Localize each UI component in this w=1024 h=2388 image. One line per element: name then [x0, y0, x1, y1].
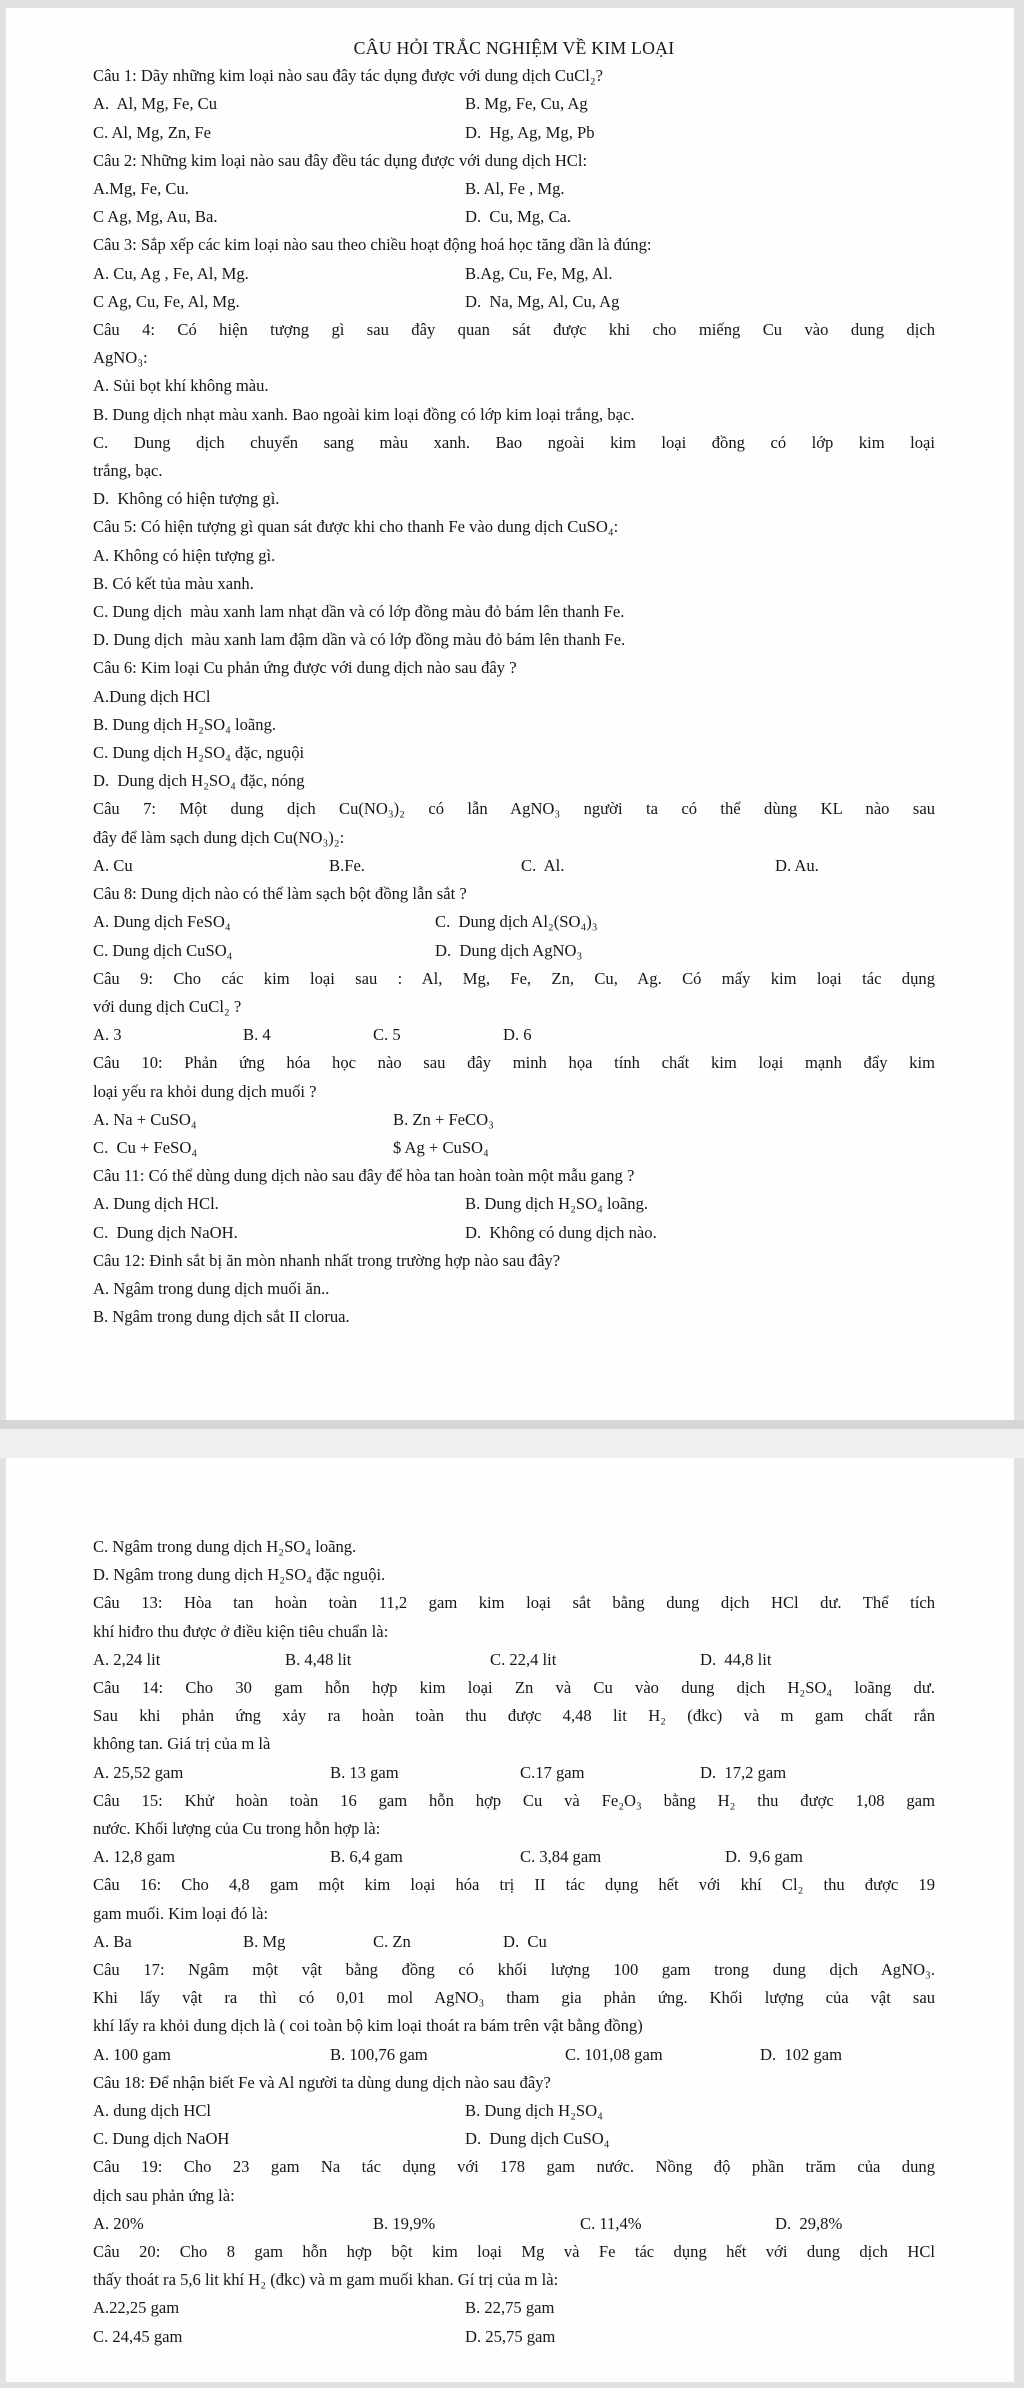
option-a: A. Dung dịch HCl. [93, 1194, 219, 1214]
option-row [93, 570, 935, 598]
option-row [93, 119, 935, 147]
option-row [93, 203, 935, 231]
option-c: C. 24,45 gam [93, 2326, 183, 2346]
question-q8 [93, 880, 935, 965]
option-b: B.Ag, Cu, Fe, Mg, Al. [465, 263, 613, 283]
question-stem-line: Câu 14: Cho 30 gam hỗn hợp kim loại Zn và Cu vào dung dịch H₂SO₄ loãng dư. [93, 1678, 935, 1698]
option-d: D. Ngâm trong dung dịch H₂SO₄ đặc nguội. [93, 1565, 386, 1585]
question-q15 [93, 1787, 935, 1872]
option-b: B. Dung dịch H₂SO₄ loãng. [93, 714, 277, 734]
option-row [93, 852, 935, 880]
option-d: D. 44,8 lit [700, 1649, 772, 1669]
option-c: C. 5 [373, 1025, 401, 1045]
question-stem-line: Câu 8: Dung dịch nào có thể làm sạch bột đồng lẫn sắt ? [93, 884, 467, 904]
question-stem-line: khí hiđro thu được ở điều kiện tiêu chuẩn là: [93, 1621, 389, 1641]
option-row [93, 711, 935, 739]
question-q6 [93, 654, 935, 795]
question-stem-line: Câu 6: Kim loại Cu phản ứng được với dung dịch nào sau đây ? [93, 658, 517, 678]
option-c: C. Zn [373, 1931, 411, 1951]
option-d: D. 6 [503, 1025, 532, 1045]
page-break-band [0, 1420, 1024, 1458]
option-a: A.Dung dịch HCl [93, 686, 211, 706]
question-q18 [93, 2069, 935, 2154]
option-d: D. 29,8% [775, 2213, 843, 2233]
option-a: A. 100 gam [93, 2044, 171, 2064]
option-row [93, 1303, 935, 1331]
option-row [93, 1759, 935, 1787]
question-stem-line: Câu 4: Có hiện tượng gì sau đây quan sát được khi cho miếng Cu vào dung dịch [93, 320, 935, 340]
question-stem-line: Câu 15: Khử hoàn toàn 16 gam hỗn hợp Cu và Fe₂O₃ bằng H₂ thu được 1,08 gam [93, 1790, 935, 1810]
option-a: A. Không có hiện tượng gì. [93, 545, 276, 565]
option-cell: trắng, bạc. [93, 461, 163, 481]
question-stem-line: Câu 5: Có hiện tượng gì quan sát được khi cho thanh Fe vào dung dịch CuSO₄: [93, 517, 619, 537]
question-stem-line: Câu 16: Cho 4,8 gam một kim loại hóa trị II tác dụng hết với khí Cl₂ thu được 19 [93, 1875, 935, 1895]
page-1-questions [93, 62, 935, 1331]
option-a: A.Mg, Fe, Cu. [93, 179, 189, 199]
question-q19 [93, 2153, 935, 2238]
option-c: C Ag, Cu, Fe, Al, Mg. [93, 291, 240, 311]
option-a: A. Dung dịch FeSO₄ [93, 912, 231, 932]
page-2-questions [93, 1533, 935, 2351]
option-b: B. Mg [243, 1931, 286, 1951]
option-row [93, 429, 935, 457]
option-a: A.22,25 gam [93, 2298, 180, 2318]
option-d: D. Không có hiện tượng gì. [93, 489, 280, 509]
option-c: C. Dung dịch NaOH. [93, 1222, 238, 1242]
question-stem-line: đây để làm sạch dung dịch Cu(NO₃)₂: [93, 827, 345, 847]
option-c: C. 3,84 gam [520, 1847, 602, 1867]
option-b: B. Có kết tủa màu xanh. [93, 573, 254, 593]
option-row [93, 2210, 935, 2238]
option-a: A. 2,24 lit [93, 1649, 161, 1669]
option-c: C. Dung dịch chuyển sang màu xanh. Bao ngoài kim loại đồng có lớp kim loại [93, 432, 935, 452]
option-b: B. 19,9% [373, 2213, 436, 2233]
question-stem-line: AgNO₃: [93, 348, 148, 368]
question-q5 [93, 513, 935, 654]
question-stem-line: Câu 20: Cho 8 gam hỗn hợp bột kim loại Mg và Fe tác dụng hết với dung dịch HCl [93, 2242, 935, 2262]
option-c: C. Dung dịch H₂SO₄ đặc, nguội [93, 743, 305, 763]
option-row [93, 90, 935, 118]
question-stem-line: Câu 10: Phản ứng hóa học nào sau đây minh họa tính chất kim loại mạnh đẩy kim [93, 1053, 935, 1073]
option-c: C. 101,08 gam [565, 2044, 663, 2064]
question-stem-line: Câu 11: Có thể dùng dung dịch nào sau đây để hòa tan hoàn toàn một mẫu gang ? [93, 1166, 635, 1186]
option-row [93, 2294, 935, 2322]
question-q7 [93, 795, 935, 880]
option-b: B. 22,75 gam [465, 2298, 555, 2318]
option-row [93, 1646, 935, 1674]
question-stem-line: không tan. Giá trị của m là [93, 1734, 271, 1754]
question-q1 [93, 62, 935, 147]
question-stem-line: Câu 18: Để nhận biết Fe và Al người ta dùng dung dịch nào sau đây? [93, 2072, 551, 2092]
option-row [93, 598, 935, 626]
option-row [93, 937, 935, 965]
option-a: A. 3 [93, 1025, 122, 1045]
question-stem-line: Câu 17: Ngâm một vật bằng đồng có khối lượng 100 gam trong dung dịch AgNO₃. [93, 1960, 935, 1980]
option-d: D. Dung dịch H₂SO₄ đặc, nóng [93, 771, 305, 791]
option-c: C. Al. [521, 855, 565, 875]
question-stem-line: khí lấy ra khỏi dung dịch là ( coi toàn bộ kim loại thoát ra bám trên vật bằng đồng) [93, 2016, 643, 2036]
option-a: A. Al, Mg, Fe, Cu [93, 94, 218, 114]
question-stem-line: Câu 9: Cho các kim loại sau : Al, Mg, Fe, Zn, Cu, Ag. Có mấy kim loại tác dụng [93, 968, 935, 988]
option-d: D. Dung dịch CuSO₄ [465, 2129, 610, 2149]
option-d: $ Ag + CuSO₄ [393, 1137, 489, 1157]
question-q12-continued [93, 1533, 935, 1589]
question-stem-line: gam muối. Kim loại đó là: [93, 1903, 269, 1923]
option-row [93, 1561, 935, 1589]
option-b: B. 4,48 lit [285, 1649, 352, 1669]
question-stem-line: Câu 3: Sắp xếp các kim loại nào sau theo chiều hoạt động hoá học tăng dần là đúng: [93, 235, 652, 255]
option-b: B. 13 gam [330, 1762, 399, 1782]
option-c: C. Al, Mg, Zn, Fe [93, 122, 212, 142]
option-d: D. Hg, Ag, Mg, Pb [465, 122, 595, 142]
option-a: A. 20% [93, 2213, 144, 2233]
option-row [93, 1134, 935, 1162]
option-a: A. Na + CuSO₄ [93, 1109, 197, 1129]
question-stem-line: Câu 19: Cho 23 gam Na tác dụng với 178 gam nước. Nồng độ phần trăm của dung [93, 2157, 935, 2177]
page-2 [6, 1458, 1014, 2382]
page-1 [6, 8, 1014, 1420]
option-c: C. 22,4 lit [490, 1649, 557, 1669]
option-row [93, 2041, 935, 2069]
option-row [93, 457, 935, 485]
option-d: D. Dung dịch AgNO₃ [435, 940, 583, 960]
question-q11 [93, 1162, 935, 1247]
option-a: A. Ngâm trong dung dịch muối ăn.. [93, 1278, 330, 1298]
option-b: B. 4 [243, 1025, 271, 1045]
option-row [93, 542, 935, 570]
option-row [93, 288, 935, 316]
question-q14 [93, 1674, 935, 1787]
option-b: B. Zn + FeCO₃ [393, 1109, 494, 1129]
option-c: C. Dung dịch màu xanh lam nhạt dần và có lớp đồng màu đỏ bám lên thanh Fe. [93, 602, 625, 622]
option-c: C Ag, Mg, Au, Ba. [93, 207, 218, 227]
question-stem-line: Câu 12: Đinh sắt bị ăn mòn nhanh nhất trong trường hợp nào sau đây? [93, 1250, 561, 1270]
option-b: B. Dung dịch nhạt màu xanh. Bao ngoài kim loại đồng có lớp kim loại trắng, bạc. [93, 404, 635, 424]
option-d: D. 102 gam [760, 2044, 843, 2064]
option-a: A. dung dịch HCl [93, 2101, 211, 2121]
question-stem-line: Câu 7: Một dung dịch Cu(NO₃)₂ có lẫn AgNO₃ người ta có thể dùng KL nào sau [93, 799, 935, 819]
option-d: D. Cu [503, 1931, 547, 1951]
option-row [93, 2097, 935, 2125]
question-q10 [93, 1049, 935, 1162]
question-stem-line: Câu 1: Dãy những kim loại nào sau đây tác dụng được với dung dịch CuCl₂? [93, 66, 604, 86]
option-row [93, 1843, 935, 1871]
option-d: D. Không có dung dịch nào. [465, 1222, 657, 1242]
quiz-title: CÂU HỎI TRẮC NGHIỆM VỀ KIM LOẠI [353, 38, 675, 58]
option-d: D. Dung dịch màu xanh lam đậm dần và có lớp đồng màu đỏ bám lên thanh Fe. [93, 630, 626, 650]
option-a: A. Cu [93, 855, 133, 875]
option-b: B. 6,4 gam [330, 1847, 403, 1867]
page-1-content [6, 8, 1014, 1331]
option-b: B.Fe. [329, 855, 365, 875]
question-q9 [93, 965, 935, 1050]
option-d: D. 17,2 gam [700, 1762, 787, 1782]
option-row [93, 175, 935, 203]
option-c: C. Dung dịch NaOH [93, 2129, 230, 2149]
question-q12 [93, 1247, 935, 1332]
question-q4 [93, 316, 935, 513]
option-d: D. Cu, Mg, Ca. [465, 207, 572, 227]
question-stem-line: nước. Khối lượng của Cu trong hỗn hợp là: [93, 1819, 381, 1839]
option-b: B. 100,76 gam [330, 2044, 428, 2064]
option-row [93, 1219, 935, 1247]
option-row [93, 1275, 935, 1303]
question-q13 [93, 1589, 935, 1674]
option-d: D. Na, Mg, Al, Cu, Ag [465, 291, 620, 311]
question-q20 [93, 2238, 935, 2351]
option-row [93, 485, 935, 513]
question-q16 [93, 1871, 935, 1956]
question-stem-line: Sau khi phản ứng xảy ra hoàn toàn thu được 4,48 lit H₂ (đkc) và m gam chất rắn [93, 1706, 935, 1726]
question-stem-line: với dung dịch CuCl₂ ? [93, 996, 242, 1016]
option-d: D. 25,75 gam [465, 2326, 556, 2346]
option-a: A. Ba [93, 1931, 132, 1951]
option-a: A. 25,52 gam [93, 1762, 184, 1782]
option-row [93, 739, 935, 767]
option-a: A. Cu, Ag , Fe, Al, Mg. [93, 263, 249, 283]
option-c: C. Ngâm trong dung dịch H₂SO₄ loãng. [93, 1537, 357, 1556]
option-row [93, 683, 935, 711]
option-b: B. Dung dịch H₂SO₄ [465, 2101, 603, 2121]
option-b: B. Al, Fe , Mg. [465, 179, 565, 199]
option-c: C. Dung dịch Al₂(SO₄)₃ [435, 912, 598, 932]
question-stem-line: dịch sau phản ứng là: [93, 2185, 235, 2205]
option-row [93, 626, 935, 654]
question-stem-line: thấy thoát ra 5,6 lit khí H₂ (đkc) và m gam muối khan. Gí trị của m là: [93, 2270, 559, 2290]
question-stem-line: Khi lấy vật ra thì có 0,01 mol AgNO₃ tham gia phản ứng. Khối lượng của vật sau [93, 1988, 935, 2008]
option-c: C.17 gam [520, 1762, 585, 1782]
option-b: B. Mg, Fe, Cu, Ag [465, 94, 588, 114]
option-row [93, 401, 935, 429]
option-a: A. Sủi bọt khí không màu. [93, 376, 269, 396]
option-row [93, 372, 935, 400]
question-stem-line: Câu 2: Những kim loại nào sau đây đều tác dụng được với dung dịch HCl: [93, 150, 588, 170]
option-row [93, 767, 935, 795]
option-row [93, 1106, 935, 1134]
page-2-content [6, 1458, 1014, 2351]
question-stem-line: Câu 13: Hòa tan hoàn toàn 11,2 gam kim loại sắt bằng dung dịch HCl dư. Thể tích [93, 1593, 935, 1613]
option-row [93, 2125, 935, 2153]
option-a: A. 12,8 gam [93, 1847, 176, 1867]
question-q3 [93, 231, 935, 316]
question-q17 [93, 1956, 935, 2069]
option-d: D. Au. [775, 855, 819, 875]
option-row [93, 1533, 935, 1561]
option-c: C. Cu + FeSO₄ [93, 1137, 198, 1157]
option-d: D. 9,6 gam [725, 1847, 803, 1867]
option-row [93, 2323, 935, 2351]
option-c: C. 11,4% [580, 2213, 642, 2233]
option-row [93, 1928, 935, 1956]
option-row [93, 260, 935, 288]
option-row [93, 1021, 935, 1049]
option-row [93, 908, 935, 936]
question-q2 [93, 147, 935, 232]
option-row [93, 1190, 935, 1218]
option-c: C. Dung dịch CuSO₄ [93, 940, 233, 960]
option-b: B. Ngâm trong dung dịch sắt II clorua. [93, 1307, 350, 1327]
option-b: B. Dung dịch H₂SO₄ loãng. [465, 1194, 649, 1214]
question-stem-line: loại yếu ra khỏi dung dịch muối ? [93, 1081, 317, 1101]
